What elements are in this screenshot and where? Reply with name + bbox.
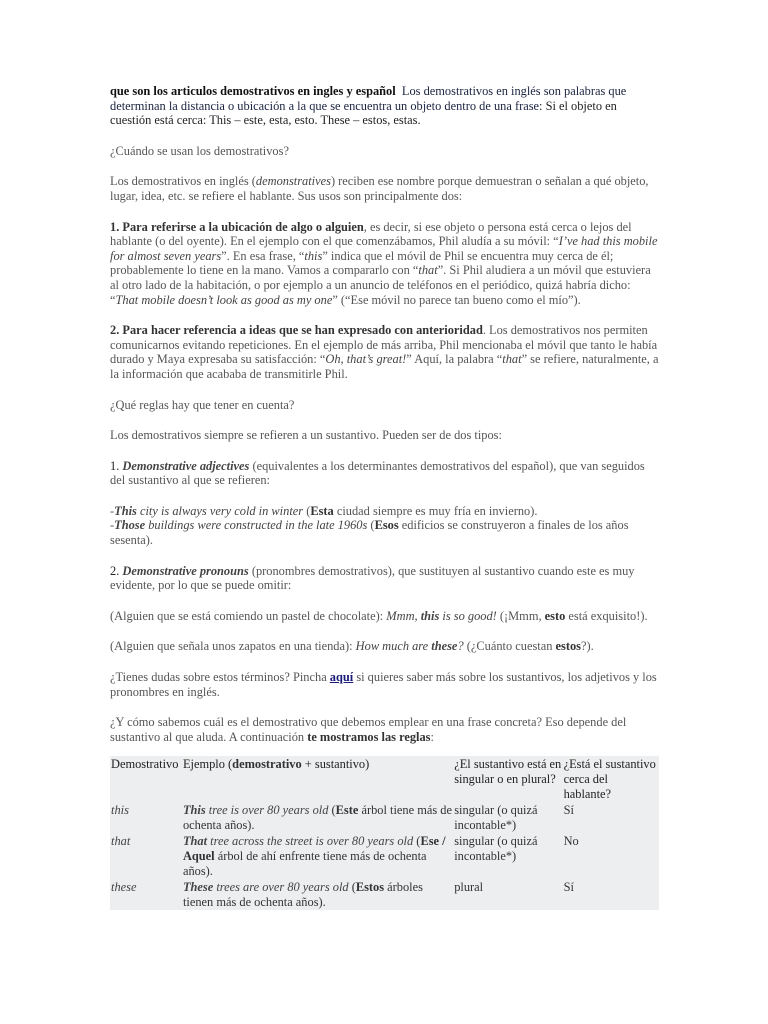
cell-example-open: ( — [328, 803, 336, 818]
cell-example-rest: tree is over 80 years old — [205, 803, 329, 818]
use1-text-d: ”. Si Phil aludiera a un móvil que estuviera al otro lado de la habitación, o por ejemplo a un anuncio de teléfonos en el periódico, quizá habría dicho: “ — [110, 263, 651, 307]
question-when: ¿Cuándo se usan los demostrativos? — [110, 143, 289, 158]
example-1-open: ( — [303, 503, 311, 518]
example-2-open: ( — [367, 518, 375, 533]
use1-text-b: ”. En esa frase, “ — [221, 248, 305, 263]
intro-paragraph — [110, 84, 659, 128]
use1-text-e: ” (“Ese móvil no parece tan bueno como el mío”). — [332, 292, 581, 307]
cell-example-rest: tree across the street is over 80 years old — [207, 834, 414, 849]
header-number: ¿El sustantivo está en singular o en plural? — [454, 757, 562, 786]
use2-word-that: that — [502, 352, 522, 367]
cell-example-es-word: Ese / Aquel — [182, 834, 446, 863]
example-3-text-a: (Alguien que se está comiendo un pastel de chocolate): — [110, 608, 387, 623]
aqui-link[interactable]: aquí — [329, 670, 354, 685]
example-1-es-rest: ciudad siempre es muy fría en invierno). — [333, 503, 538, 518]
cell-number: singular (o quizá incontable*) — [454, 803, 538, 832]
adjectives-text: (equivalentes a los determinantes demostrativos del español), que van seguidos del sustantivo al que se refieren: — [110, 458, 645, 488]
header-ejemplo-a: Ejemplo ( — [182, 757, 233, 772]
cell-demonstrative-text: that — [111, 834, 131, 849]
example-2-rest: buildings were constructed in the late 1960s — [145, 518, 368, 533]
cell-example-rest: trees are over 80 years old — [213, 880, 349, 895]
header-ejemplo-bold: demostrativo — [232, 757, 302, 772]
use2-quote: Oh, that’s great! — [325, 352, 407, 367]
intro-text: Los demostrativos en inglés son palabras que determinan la distancia o ubicación a la que se encuentra un objeto dentro de una frase — [110, 84, 627, 113]
example-2-es-word: Esos — [374, 518, 399, 533]
example-3 — [110, 609, 659, 624]
cell-demonstrative — [110, 802, 182, 833]
cell-example-word: That — [182, 834, 208, 849]
example-3-es-word: esto — [544, 608, 566, 623]
cell-number: plural — [454, 880, 484, 895]
cell-example — [182, 833, 453, 879]
table-row — [110, 802, 659, 833]
example-2-dash: - — [110, 518, 115, 533]
header-demostrativo: Demostrativo — [111, 757, 179, 772]
names-text-b: ) reciben ese nombre porque demuestran o señalan a qué objeto, lugar, idea, etc. se refiere el hablante. Sus usos son principalmente dos: — [110, 174, 649, 203]
example-2-word: Those — [114, 518, 146, 533]
example-1-es-word: Esta — [310, 503, 334, 518]
use1-heading: 1. Para referirse a la ubicación de algo o alguien — [110, 219, 364, 234]
names-term: demonstratives — [255, 174, 331, 189]
example-4-text-a: (Alguien que señala unos zapatos en una tienda): — [110, 639, 356, 654]
document-body — [110, 84, 659, 910]
example-1-rest: city is always very cold in winter — [136, 503, 304, 518]
adjective-examples — [110, 504, 659, 548]
pronouns-number: 2. — [110, 563, 123, 578]
table-header-row — [110, 756, 659, 802]
cell-example-es-rest: árbol de ahí enfrente tiene más de ochenta años). — [182, 848, 427, 878]
cell-demonstrative-text: these — [111, 880, 137, 895]
use2-text-a: . Los demostrativos nos permiten comunicarnos evitando repeticiones. En el ejemplo de más arriba, Phil mencionaba el móvil que tanto le había durado y Maya expresaba su satisfacción: “ — [110, 323, 658, 367]
example-4-word: these — [431, 639, 458, 654]
example-1 — [110, 504, 537, 518]
cell-example-es-word: Estos — [355, 880, 385, 895]
cell-example-word: These — [182, 880, 214, 895]
use2-text-b: ” Aquí, la palabra “ — [406, 352, 503, 367]
header-near: ¿Está el sustantivo cerca del hablante? — [563, 757, 656, 801]
use1-quote2: That mobile doesn’t look as good as my one — [115, 292, 333, 307]
cell-number: singular (o quizá incontable*) — [454, 834, 538, 863]
cell-example — [182, 802, 453, 833]
adjectives-term: Demonstrative adjectives — [122, 458, 250, 473]
doubts-paragraph — [110, 670, 659, 699]
types-paragraph: Los demostrativos siempre se refieren a un sustantivo. Pueden ser de dos tipos: — [110, 428, 502, 443]
cell-example-word: This — [182, 803, 206, 818]
cell-example-es-rest: árboles tienen más de ochenta años). — [182, 880, 423, 909]
pronouns-term: Demonstrative pronouns — [122, 563, 249, 578]
use1-paragraph — [110, 220, 659, 308]
doubts-text-b: si quieres saber más sobre los sustantivos, los adjetivos y los pronombres en inglés. — [110, 670, 657, 699]
how-text-b: : — [430, 729, 434, 744]
use2-heading: 2. Para hacer referencia a ideas que se han expresado con anterioridad — [110, 323, 483, 338]
example-2-es-rest: edificios se construyeron a finales de los años sesenta). — [110, 518, 629, 548]
example-1-dash: - — [110, 503, 115, 518]
example-3-word: this — [420, 608, 440, 623]
doubts-text-a: ¿Tienes dudas sobre estos términos? Pincha — [110, 670, 330, 685]
cell-demonstrative — [110, 879, 182, 910]
example-3-text-b: (¡Mmm, — [496, 608, 545, 623]
pronouns-paragraph — [110, 564, 659, 593]
use2-paragraph — [110, 323, 659, 381]
how-bold: te mostramos las reglas — [307, 729, 431, 744]
example-4-italic-a: How much are — [355, 639, 432, 654]
question-rules: ¿Qué reglas hay que tener en cuenta? — [110, 397, 295, 412]
cell-example-open: ( — [348, 880, 356, 895]
example-3-italic-b: is so good! — [439, 608, 497, 623]
adjectives-paragraph — [110, 459, 659, 488]
example-3-text-c: está exquisito!). — [565, 608, 648, 623]
cell-near: Sí — [563, 880, 574, 895]
cell-example-es-word: Este — [335, 803, 359, 818]
cell-example-es-rest: árbol tiene más de ochenta años). — [182, 803, 452, 832]
use1-quote1: I’ve had this mobile for almost seven years — [110, 234, 658, 263]
names-text-a: Los demostrativos en inglés ( — [110, 174, 256, 189]
use1-text-c: ” indica que el móvil de Phil se encuentra muy cerca de él; probablemente lo tiene en la mano. Vamos a compararlo con “ — [110, 248, 614, 278]
example-4-text-b: (¿Cuánto cuestan — [463, 639, 556, 654]
cell-near: No — [563, 834, 579, 849]
use1-word-this: this — [304, 248, 323, 263]
use1-word-that: that — [418, 263, 438, 278]
example-4-es-word: estos — [555, 639, 581, 654]
cell-near: Sí — [563, 803, 574, 818]
intro-title: que son los articulos demostrativos en ingles y español — [110, 84, 396, 98]
how-paragraph — [110, 715, 659, 744]
names-paragraph — [110, 174, 659, 203]
use1-text-a: , es decir, si ese objeto o persona está cerca o lejos del hablante (o del oyente). En el ejemplo con el que comenzábamos, Phil aludía a su móvil: “ — [110, 219, 632, 249]
demonstratives-rules-table — [110, 756, 659, 910]
header-ejemplo-b: + sustantivo) — [301, 757, 370, 772]
use2-text-c: ” se refiere, naturalmente, a la información que acababa de transmitirle Phil. — [110, 352, 659, 381]
example-4-text-c: ?). — [580, 639, 594, 654]
cell-example — [182, 879, 453, 910]
example-4 — [110, 639, 659, 654]
cell-demonstrative — [110, 833, 182, 879]
header-ejemplo — [182, 756, 453, 802]
example-4-italic-b: ? — [457, 639, 464, 654]
cell-demonstrative-text: this — [111, 803, 129, 818]
table-row — [110, 833, 659, 879]
example-2 — [110, 518, 629, 547]
example-3-italic-a: Mmm, — [386, 608, 421, 623]
example-1-word: This — [114, 503, 137, 518]
cell-example-open: ( — [413, 834, 421, 849]
table-row — [110, 879, 659, 910]
intro-text-after: : Si el objeto en cuestión está cerca: This – este, esta, esto. These – estos, estas. — [110, 98, 617, 128]
how-text-a: ¿Y cómo sabemos cuál es el demostrativo que debemos emplear en una frase concreta? Eso depende del sustantivo al que aluda. A continuación — [110, 715, 627, 744]
adjectives-number: 1. — [110, 458, 123, 473]
pronouns-text: (pronombres demostrativos), que sustituyen al sustantivo cuando este es muy evidente, por lo que se puede omitir: — [110, 563, 635, 593]
